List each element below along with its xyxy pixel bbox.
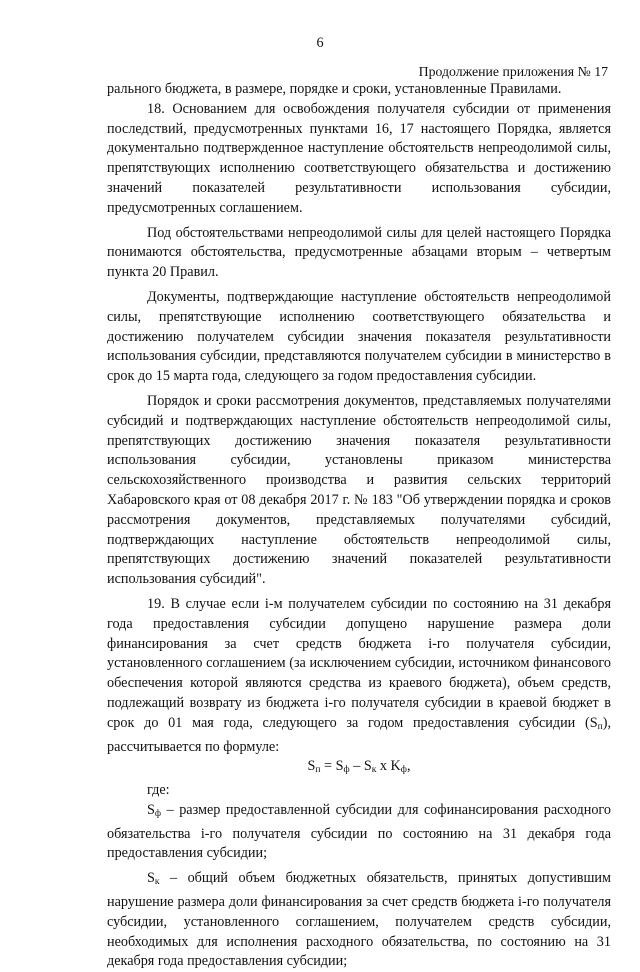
formula-end: ,: [406, 758, 411, 775]
definition-sk: $S_к$ – общий объем бюджетных обязательств, принятых допустившим нарушение размера доли финансирования за счет средств бюджета i-го получателя субсидии, установленного соглашением, получателем средств субсидии, необходимых для исполнения расходного обязательства, по состоянию на 31 декабря года предоставления субсидии;: [107, 870, 611, 970]
p19-text: 19. В случае если i-м получателем субсидии по состоянию на 31 декабря года предоставления субсидии допущено нарушение размера доли финансирования за счет средств бюджета i-го получателя субсидии, установленного соглашением (за исключением субсидии, источником финансового обеспечения которой являются средства из краевого бюджета), объем средств, подлежащий возврату из бюджета i-го получателя субсидии в краевой бюджет в срок до 01 мая года, следующего за годом предоставления субсидии (S: [107, 595, 611, 731]
formula-t1-sub: ф: [343, 765, 350, 776]
formula-lhs-sub: п: [315, 765, 321, 776]
p19-sub: п: [597, 721, 603, 732]
paragraph-19: [107, 595, 611, 757]
page-number: 6: [316, 35, 324, 51]
paragraph-procedure: Порядок и сроки рассмотрения документов, представляемых получателями субсидий и подтверждающих наступление обстоятельств непреодолимой силы, препятствующих достижению значения показателя результативности использования субсидии, установлены приказом министерства сельскохозяйственного производства и развития сельских территорий Хабаровского края от 08 декабря 2017 г. № 183 "Об утверждении порядка и сроков рассмотрения документов, представляемых получателями субсидий, подтверждающих наступление обстоятельств непреодолимой силы, препятствующих достижению значений показателей результативности использования субсидий".: [107, 392, 611, 588]
definition-sf: $S_ф$ – размер предоставленной субсидии для софинансирования расходного обязательства i-го получателя субсидии по состоянию на 31 декабря года предоставления субсидии;: [107, 801, 611, 862]
paragraph-18: 18. Основанием для освобождения получателя субсидии от применения последствий, предусмотренных пунктами 16, 17 настоящего Порядка, является документально подтвержденное наступление обстоятельств непреодолимой силы, препятствующих исполнению соответствующего обязательства и достижению значений показателей результативности использования субсидии, предусмотренных соглашением.: [107, 100, 611, 216]
paragraph-documents: Документы, подтверждающие наступление обстоятельств непреодолимой силы, препятствующие исполнению соответствующего обязательства и достижению получателем субсидии значения показателя результативности использования субсидии, представляются получателем субсидии в министерство в срок до 15 марта года, следующего за годом предоставления субсидии.: [107, 288, 611, 385]
formula-t2-sub: к: [371, 765, 377, 776]
def2-sub: к: [154, 877, 160, 888]
paragraph-force-majeure: Под обстоятельствами непреодолимой силы для целей настоящего Порядка понимаются обстоятельства, предусмотренные абзацами вторым – четвертым пункта 20 Правил.: [107, 224, 611, 281]
appendix-header: Продолжение приложения № 17: [418, 64, 608, 79]
formula-k-sub: ф: [400, 765, 407, 776]
paragraph-continuation: рального бюджета, в размере, порядке и сроки, установленные Правилами.: [107, 81, 562, 97]
formula: $S_п = S_ф - S_к$ x $K_ф$,: [307, 758, 411, 776]
formula-times: x: [376, 758, 391, 775]
def2-text: – общий объем бюджетных обязательств, принятых допустившим нарушение размера доли финансирования за счет средств бюджета i-го получателя субсидии, установленного соглашением, получателем средств субсидии, необходимых для исполнения расходного обязательства, по состоянию на 31 декабря года предоставления субсидии;: [107, 870, 611, 970]
formula-eq: =: [320, 758, 336, 775]
def1-text: – размер предоставленной субсидии для софинансирования расходного обязательства i-го получателя субсидии по состоянию на 31 декабря года предоставления субсидии;: [107, 801, 611, 862]
def1-sub: ф: [154, 808, 162, 819]
document-body: [107, 80, 611, 972]
p19-end: ), рассчитывается по формуле:: [107, 714, 611, 755]
where-label: где:: [147, 782, 170, 799]
formula-minus: –: [349, 758, 364, 775]
